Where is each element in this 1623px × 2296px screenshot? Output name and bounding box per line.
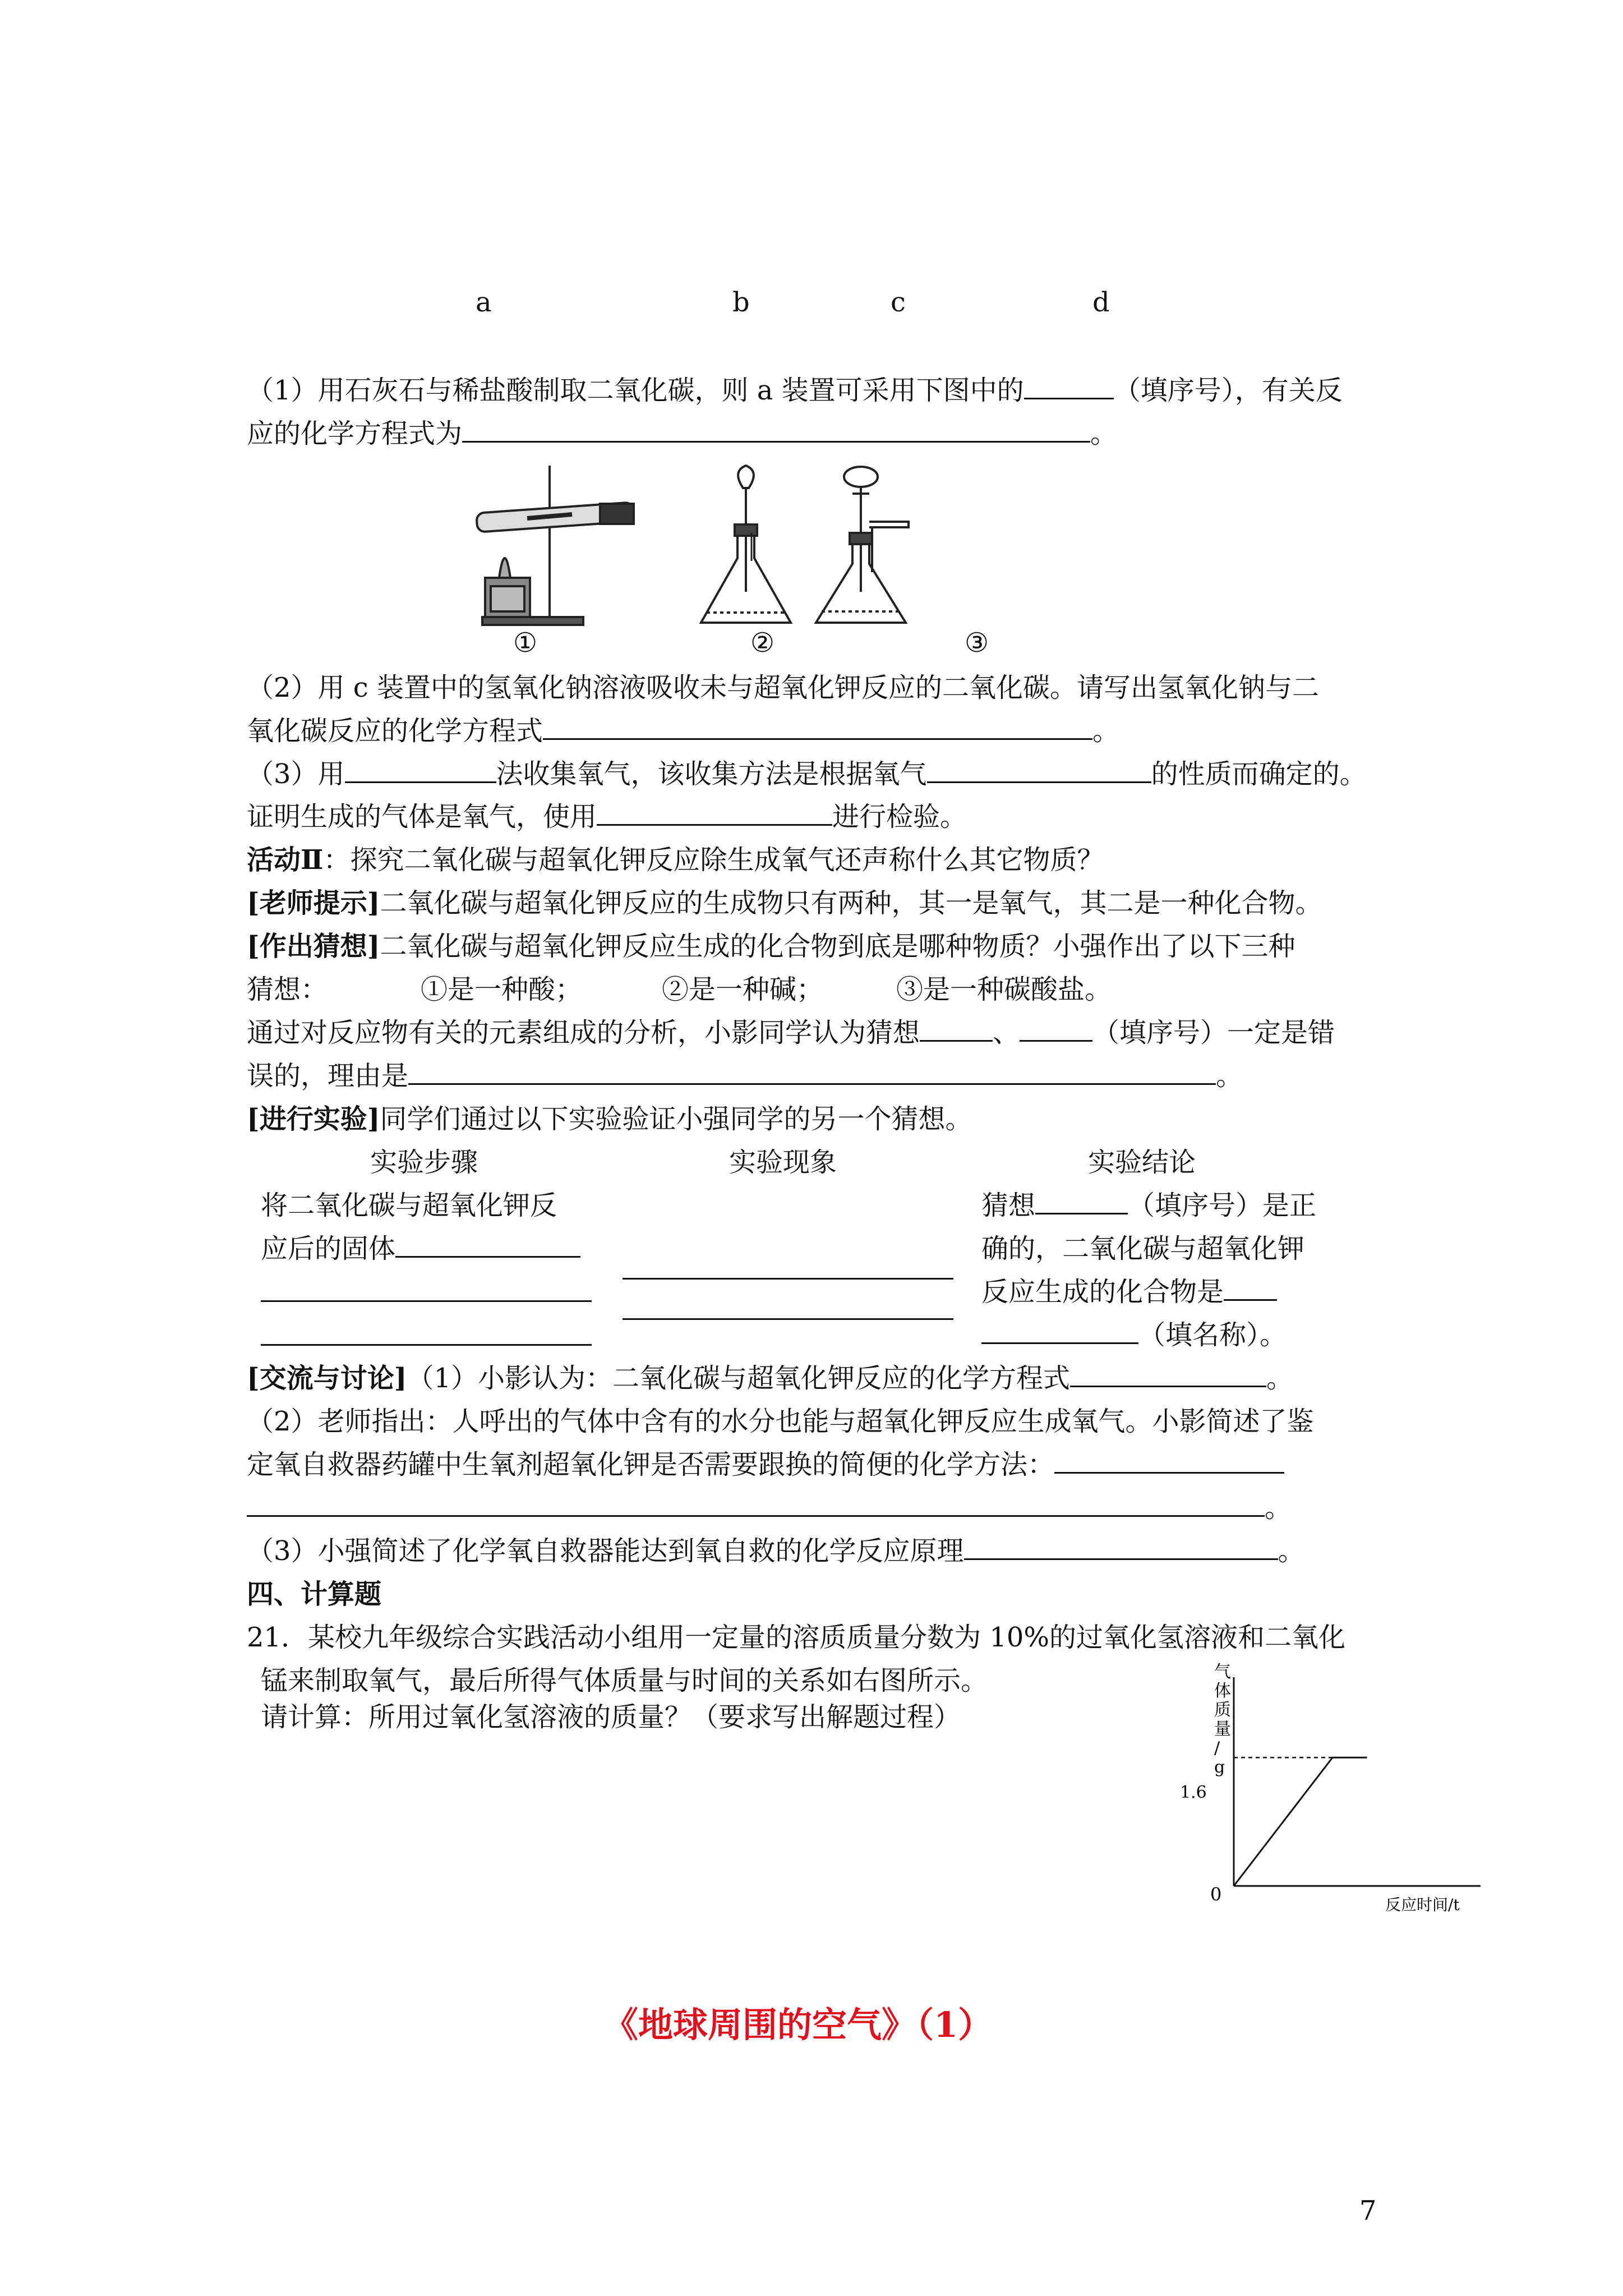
table-phenomenon-blank-2[interactable] — [623, 1318, 953, 1320]
guess-line4 — [247, 1059, 1243, 1093]
q3-text-d: 证明生成的气体是氧气，使用 — [247, 801, 597, 832]
table-concl-blank-compound[interactable] — [1224, 1274, 1277, 1301]
hint-line — [247, 886, 1322, 921]
table-step-line1: 将二氧化碳与超氧化钾反 — [261, 1190, 557, 1221]
guess-option-1: ①是一种酸； — [421, 974, 583, 1005]
apparatus-label-3: ③ — [965, 627, 989, 659]
experiment-text: 同学们通过以下实验验证小强同学的另一个猜想。 — [380, 1103, 972, 1135]
q3-blank-test[interactable] — [597, 799, 832, 826]
experiment-line — [247, 1102, 972, 1137]
table-step-blank-2[interactable] — [261, 1300, 592, 1302]
apparatus-label-2: ② — [750, 627, 775, 659]
chart-origin-label: 0 — [1210, 1884, 1222, 1905]
guess-line2-prefix: 猜想： — [247, 974, 328, 1005]
discussion-q1-end: 。 — [1266, 1363, 1293, 1394]
guess-blank-2[interactable] — [1020, 1015, 1092, 1042]
q2-line1: （2）用 c 装置中的氢氧化钠溶液吸收未与超氧化钾反应的二氧化碳。请写出氢氧化钠与二 — [247, 672, 1319, 703]
table-header-steps: 实验步骤 — [370, 1147, 478, 1178]
q1-blank-equation[interactable] — [462, 416, 1090, 443]
discussion-q3-end: 。 — [1278, 1535, 1305, 1567]
table-header-phenomena: 实验现象 — [729, 1147, 837, 1178]
table-step-blank-3[interactable] — [261, 1344, 592, 1346]
activity2-line — [247, 843, 1104, 877]
q1-blank-apparatus[interactable] — [1024, 373, 1114, 399]
q21-line1: 21．某校九年级综合实践活动小组用一定量的溶质质量分数为 10%的过氧化氢溶液和二氧化 — [247, 1622, 1346, 1653]
device-label-a: a — [476, 287, 492, 318]
guess-text-3b: （填序号）一定是错 — [1092, 1017, 1335, 1048]
discussion-q2-line1: （2）老师指出：人呼出的气体中含有的水分也能与超氧化钾反应生成氧气。小影简述了鉴 — [247, 1406, 1314, 1437]
discussion-q2-text: 定氧自救器药罐中生氧剂超氧化钾是否需要跟换的简便的化学方法： — [247, 1449, 1055, 1480]
apparatus-label-1: ① — [513, 627, 538, 659]
table-phenomenon-blank-1[interactable] — [623, 1278, 953, 1280]
q3-text-b: 法收集氧气，该收集方法是根据氧气 — [496, 758, 927, 790]
chart-ylabel-char: g — [1214, 1757, 1225, 1777]
guess-label: [作出猜想] — [247, 931, 380, 962]
chart-ylabel-char: / — [1214, 1738, 1220, 1758]
device-label-c: c — [891, 287, 906, 318]
chart-ylabel-char: 体 — [1214, 1681, 1231, 1701]
table-concl-text-1a: 猜想 — [981, 1190, 1036, 1221]
table-header-conclusion: 实验结论 — [1088, 1147, 1196, 1178]
q3-blank-property[interactable] — [927, 757, 1151, 783]
guess-line3 — [247, 1015, 1335, 1050]
gas-mass-time-chart — [1166, 1660, 1492, 1930]
page-number: 7 — [1359, 2195, 1377, 2226]
q3-text-e: 进行检验。 — [832, 801, 967, 832]
q2-text: 氧化碳反应的化学方程式 — [247, 715, 543, 747]
activity2-text: ：探究二氧化碳与超氧化钾反应除生成氧气还声称什么其它物质？ — [323, 844, 1104, 876]
q1-text-b: （填序号），有关反 — [1113, 375, 1343, 406]
guess-text-3a: 通过对反应物有关的元素组成的分析，小影同学认为猜想 — [247, 1017, 920, 1048]
discussion-q1-blank[interactable] — [1070, 1361, 1266, 1387]
guess-line1 — [247, 929, 1295, 964]
discussion-line1 — [247, 1361, 1293, 1396]
chart-ylabel-char: 量 — [1214, 1719, 1231, 1739]
chart-ylabel-char: 质 — [1214, 1700, 1231, 1720]
table-concl-text-3: 反应生成的化合物是 — [981, 1276, 1224, 1308]
q3-line2 — [247, 799, 967, 834]
discussion-q3-text: （3）小强简述了化学氧自救器能达到氧自救的化学反应原理 — [247, 1535, 964, 1567]
q21-line2: 锰来制取氧气，最后所得气体质量与时间的关系如右图所示。 — [261, 1665, 988, 1696]
discussion-q2-end: 。 — [1265, 1492, 1292, 1524]
chart-xlabel: 反应时间/t — [1385, 1895, 1460, 1914]
hint-text: 二氧化碳与超氧化钾反应的生成物只有两种，其一是氧气，其二是一种化合物。 — [380, 887, 1322, 919]
chart-ylabel — [1214, 1662, 1231, 1777]
table-concl-text-4: （填名称）。 — [1138, 1319, 1287, 1351]
discussion-q1-text: （1）小影认为：二氧化碳与超氧化钾反应的化学方程式 — [407, 1363, 1070, 1394]
guess-option-2: ②是一种碱； — [662, 974, 824, 1005]
apparatus-1-heating-icon — [476, 466, 634, 625]
guess-text-4: 误的，理由是 — [247, 1060, 409, 1092]
discussion-q3-blank[interactable] — [964, 1534, 1278, 1560]
device-label-b: b — [732, 287, 750, 318]
table-concl-line1 — [981, 1188, 1316, 1223]
discussion-q2-blank-1[interactable] — [1054, 1447, 1284, 1474]
q21-line3: 请计算：所用过氧化氢溶液的质量？（要求写出解题过程） — [261, 1701, 961, 1733]
discussion-q3-line — [247, 1534, 1305, 1568]
table-step-line2 — [261, 1231, 580, 1266]
chart-ytick-label: 1.6 — [1180, 1783, 1207, 1802]
experiment-label: [进行实验] — [247, 1103, 380, 1135]
q2-blank-equation[interactable] — [543, 714, 1092, 740]
table-step-text: 应后的固体 — [261, 1233, 396, 1264]
q1-end: 。 — [1090, 418, 1118, 449]
q1-line1 — [247, 373, 1343, 408]
discussion-q2-line3 — [247, 1490, 1292, 1525]
table-concl-line3 — [981, 1274, 1277, 1309]
guess-text: 二氧化碳与超氧化钾反应生成的化合物到底是哪种物质？小强作出了以下三种 — [380, 931, 1295, 962]
discussion-q2-blank-2[interactable] — [247, 1490, 1265, 1517]
q3-text-c: 的性质而确定的。 — [1151, 758, 1367, 790]
table-step-blank-1[interactable] — [395, 1231, 580, 1258]
apparatus-3-flask-separatory-funnel-icon — [816, 467, 909, 623]
guess-blank-1[interactable] — [920, 1015, 993, 1042]
activity2-label: 活动Ⅱ — [247, 844, 324, 876]
guess-blank-reason[interactable] — [408, 1059, 1216, 1085]
q2-end: 。 — [1092, 715, 1120, 747]
q2-line2 — [247, 714, 1119, 748]
q1-text-a: （1）用石灰石与稀盐酸制取二氧化碳，则 a 装置可采用下图中的 — [247, 375, 1024, 406]
table-concl-blank-guess[interactable] — [1035, 1188, 1128, 1214]
section4-heading: 四、计算题 — [247, 1579, 382, 1610]
footer-title: 《地球周围的空气》（1） — [603, 2004, 993, 2045]
chart-series-line — [1234, 1757, 1367, 1886]
q3-line1 — [247, 757, 1367, 792]
chart-ylabel-char: 气 — [1214, 1662, 1231, 1682]
guess-option-3: ③是一种碳酸盐。 — [896, 974, 1112, 1005]
table-concl-blank-compound-2[interactable] — [981, 1318, 1138, 1344]
q1-text-c: 应的化学方程式为 — [247, 418, 463, 449]
q3-text-a: （3）用 — [247, 758, 345, 790]
discussion-q2-line2 — [247, 1447, 1284, 1482]
q1-line2 — [247, 416, 1117, 451]
table-concl-line2: 确的，二氧化碳与超氧化钾 — [981, 1233, 1305, 1264]
apparatus-2-flask-funnel-icon — [701, 466, 791, 623]
guess-sep: 、 — [993, 1017, 1020, 1048]
table-concl-text-1b: （填序号）是正 — [1128, 1190, 1317, 1221]
q3-blank-method[interactable] — [345, 757, 496, 783]
hint-label: [老师提示] — [247, 887, 380, 919]
table-concl-line4 — [981, 1318, 1287, 1352]
discussion-label: [交流与讨论] — [247, 1363, 407, 1394]
guess-end: 。 — [1216, 1060, 1243, 1092]
device-label-d: d — [1092, 287, 1110, 318]
